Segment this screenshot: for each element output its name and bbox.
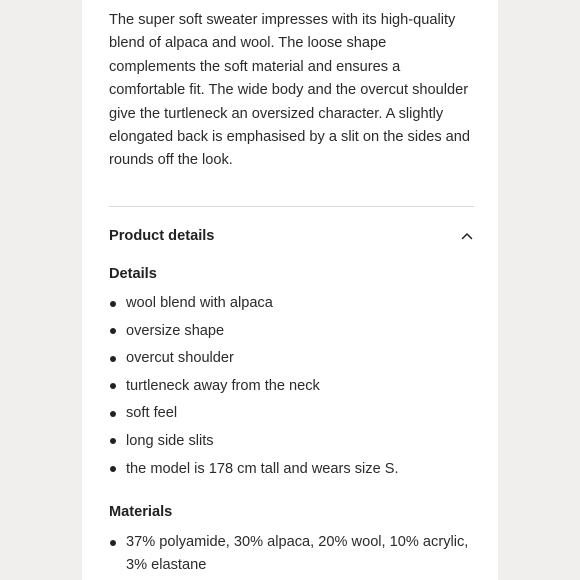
bullet-dot [110, 411, 116, 417]
list-item-text: long side slits [126, 432, 214, 449]
list-item-text: the model is 178 cm tall and wears size S. [126, 460, 399, 477]
list-item [109, 430, 474, 458]
product-description-text: The super soft sweater impresses with its high-quality blend of alpaca and wool. The loose shape complements the soft material and ensures a comfortable fit. The wide body and the overcut shoulder give the turtleneck an oversized character. A slightly elongated back is emphasised by a slit on the sides and rounds off the look. [109, 12, 471, 169]
product-details-accordion-toggle[interactable] [109, 222, 474, 250]
bullet-dot [110, 383, 116, 389]
bullet-dot [110, 356, 116, 362]
list-item [109, 458, 474, 486]
accordion-title: Product details [109, 228, 215, 244]
list-item [109, 292, 474, 320]
list-item-text: wool blend with alpaca [126, 295, 273, 311]
list-item [109, 347, 474, 375]
chevron-up-icon[interactable] [460, 229, 474, 243]
product-description-panel [82, 0, 498, 580]
list-item [109, 375, 474, 403]
section-divider [109, 206, 474, 207]
list-item-text: turtleneck away from the neck [126, 377, 320, 394]
list-item [109, 531, 474, 578]
list-item-text: overcut shoulder [126, 350, 234, 367]
materials-heading: Materials [109, 504, 173, 520]
list-item-text: soft feel [126, 405, 178, 422]
list-item-text: 37% polyamide, 30% alpaca, 20% wool, 10% acrylic, 3% elastane [126, 534, 469, 574]
bullet-dot [110, 466, 116, 472]
materials-list [109, 531, 474, 578]
details-heading: Details [109, 266, 157, 282]
list-item [109, 402, 474, 430]
bullet-dot [110, 540, 116, 546]
bullet-dot [110, 328, 116, 334]
list-item [109, 320, 474, 348]
bullet-dot [110, 301, 116, 307]
list-item-text: oversize shape [126, 322, 225, 339]
bullet-dot [110, 438, 116, 444]
details-list [109, 292, 474, 485]
